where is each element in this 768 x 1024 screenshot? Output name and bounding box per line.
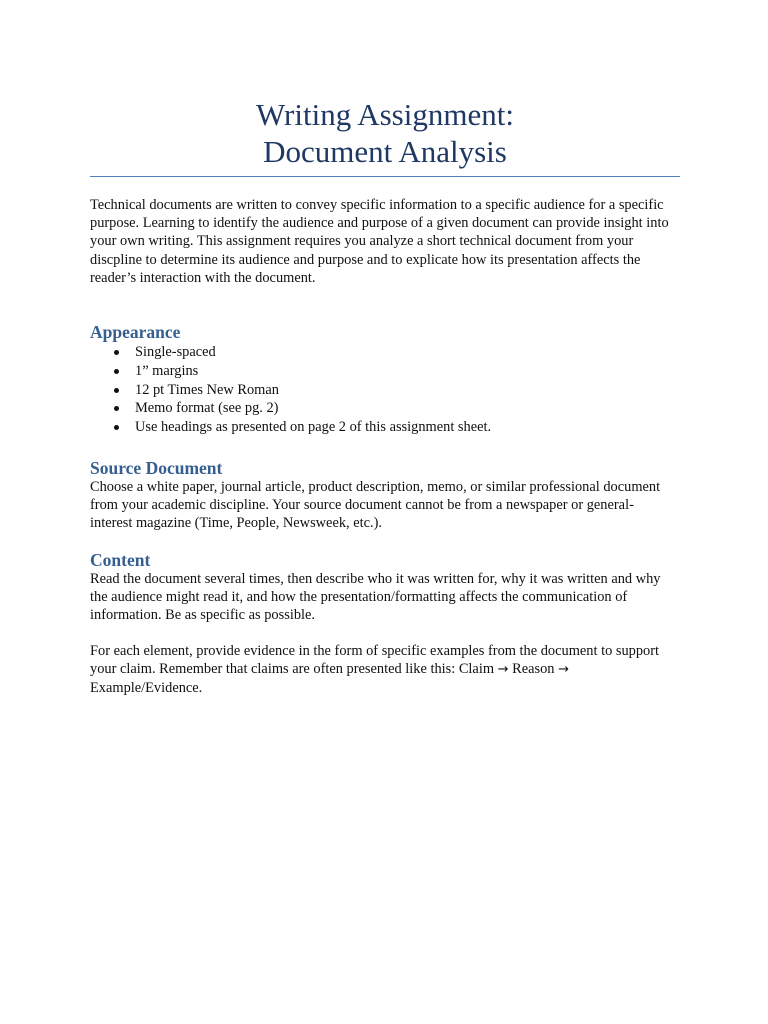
content-paragraph-1: Read the document several times, then describe who it was written for, why it was written and why the audience might read it, and how the presentation/formatting affects the communication of information. Be as specific as possible.: [90, 571, 661, 624]
bullet-icon: [114, 369, 119, 374]
title-line-2: Document Analysis: [263, 134, 507, 169]
bullet-icon: [114, 350, 119, 355]
list-item: [90, 381, 491, 400]
list-item-text: 12 pt Times New Roman: [135, 381, 279, 398]
source-document-heading: Source Document: [90, 458, 223, 478]
list-item-text: 1” margins: [135, 362, 199, 379]
content-paragraph-2-part-1: For each element, provide evidence in the form of specific examples from the document to support your claim. Remember that claims are often presented like this: Claim: [90, 643, 660, 678]
content-paragraph-2: [90, 642, 670, 698]
list-item-text: Single-spaced: [135, 344, 216, 360]
list-item: [90, 362, 491, 381]
list-item: [90, 343, 491, 362]
page-title: [90, 96, 680, 170]
intro-paragraph: Technical documents are written to convey specific information to a specific audience for a specific purpose. Learning to identify the audience and purpose of a given document can provide insight into your own writing. This assignment requires you analyze a short technical document from your discpline to determine its audience and purpose and to explicate how its presentation affects the reader’s interaction with the document.: [90, 197, 669, 286]
title-line-1: Writing Assignment:: [256, 97, 514, 132]
arrow-right-icon: →: [558, 662, 570, 678]
list-item: [90, 418, 491, 437]
content-paragraph-2-part-2: Reason: [512, 661, 555, 678]
appearance-heading: Appearance: [90, 322, 181, 342]
bullet-icon: [114, 406, 119, 411]
content-heading: Content: [90, 550, 151, 570]
source-document-paragraph: Choose a white paper, journal article, product description, memo, or similar professional document from your academic discipline. Your source document cannot be from a newspaper or general-interest magazine (Time, People, Newsweek, etc.).: [90, 479, 661, 532]
title-divider: [90, 176, 680, 177]
appearance-list: [90, 343, 491, 437]
bullet-icon: [114, 388, 119, 393]
list-item: [90, 399, 491, 418]
list-item-text: Memo format (see pg. 2): [135, 400, 279, 417]
bullet-icon: [114, 425, 119, 430]
list-item-text: Use headings as presented on page 2 of this assignment sheet.: [135, 419, 492, 436]
arrow-right-icon: →: [497, 662, 509, 678]
content-paragraph-2-part-3: Example/Evidence.: [90, 680, 203, 697]
